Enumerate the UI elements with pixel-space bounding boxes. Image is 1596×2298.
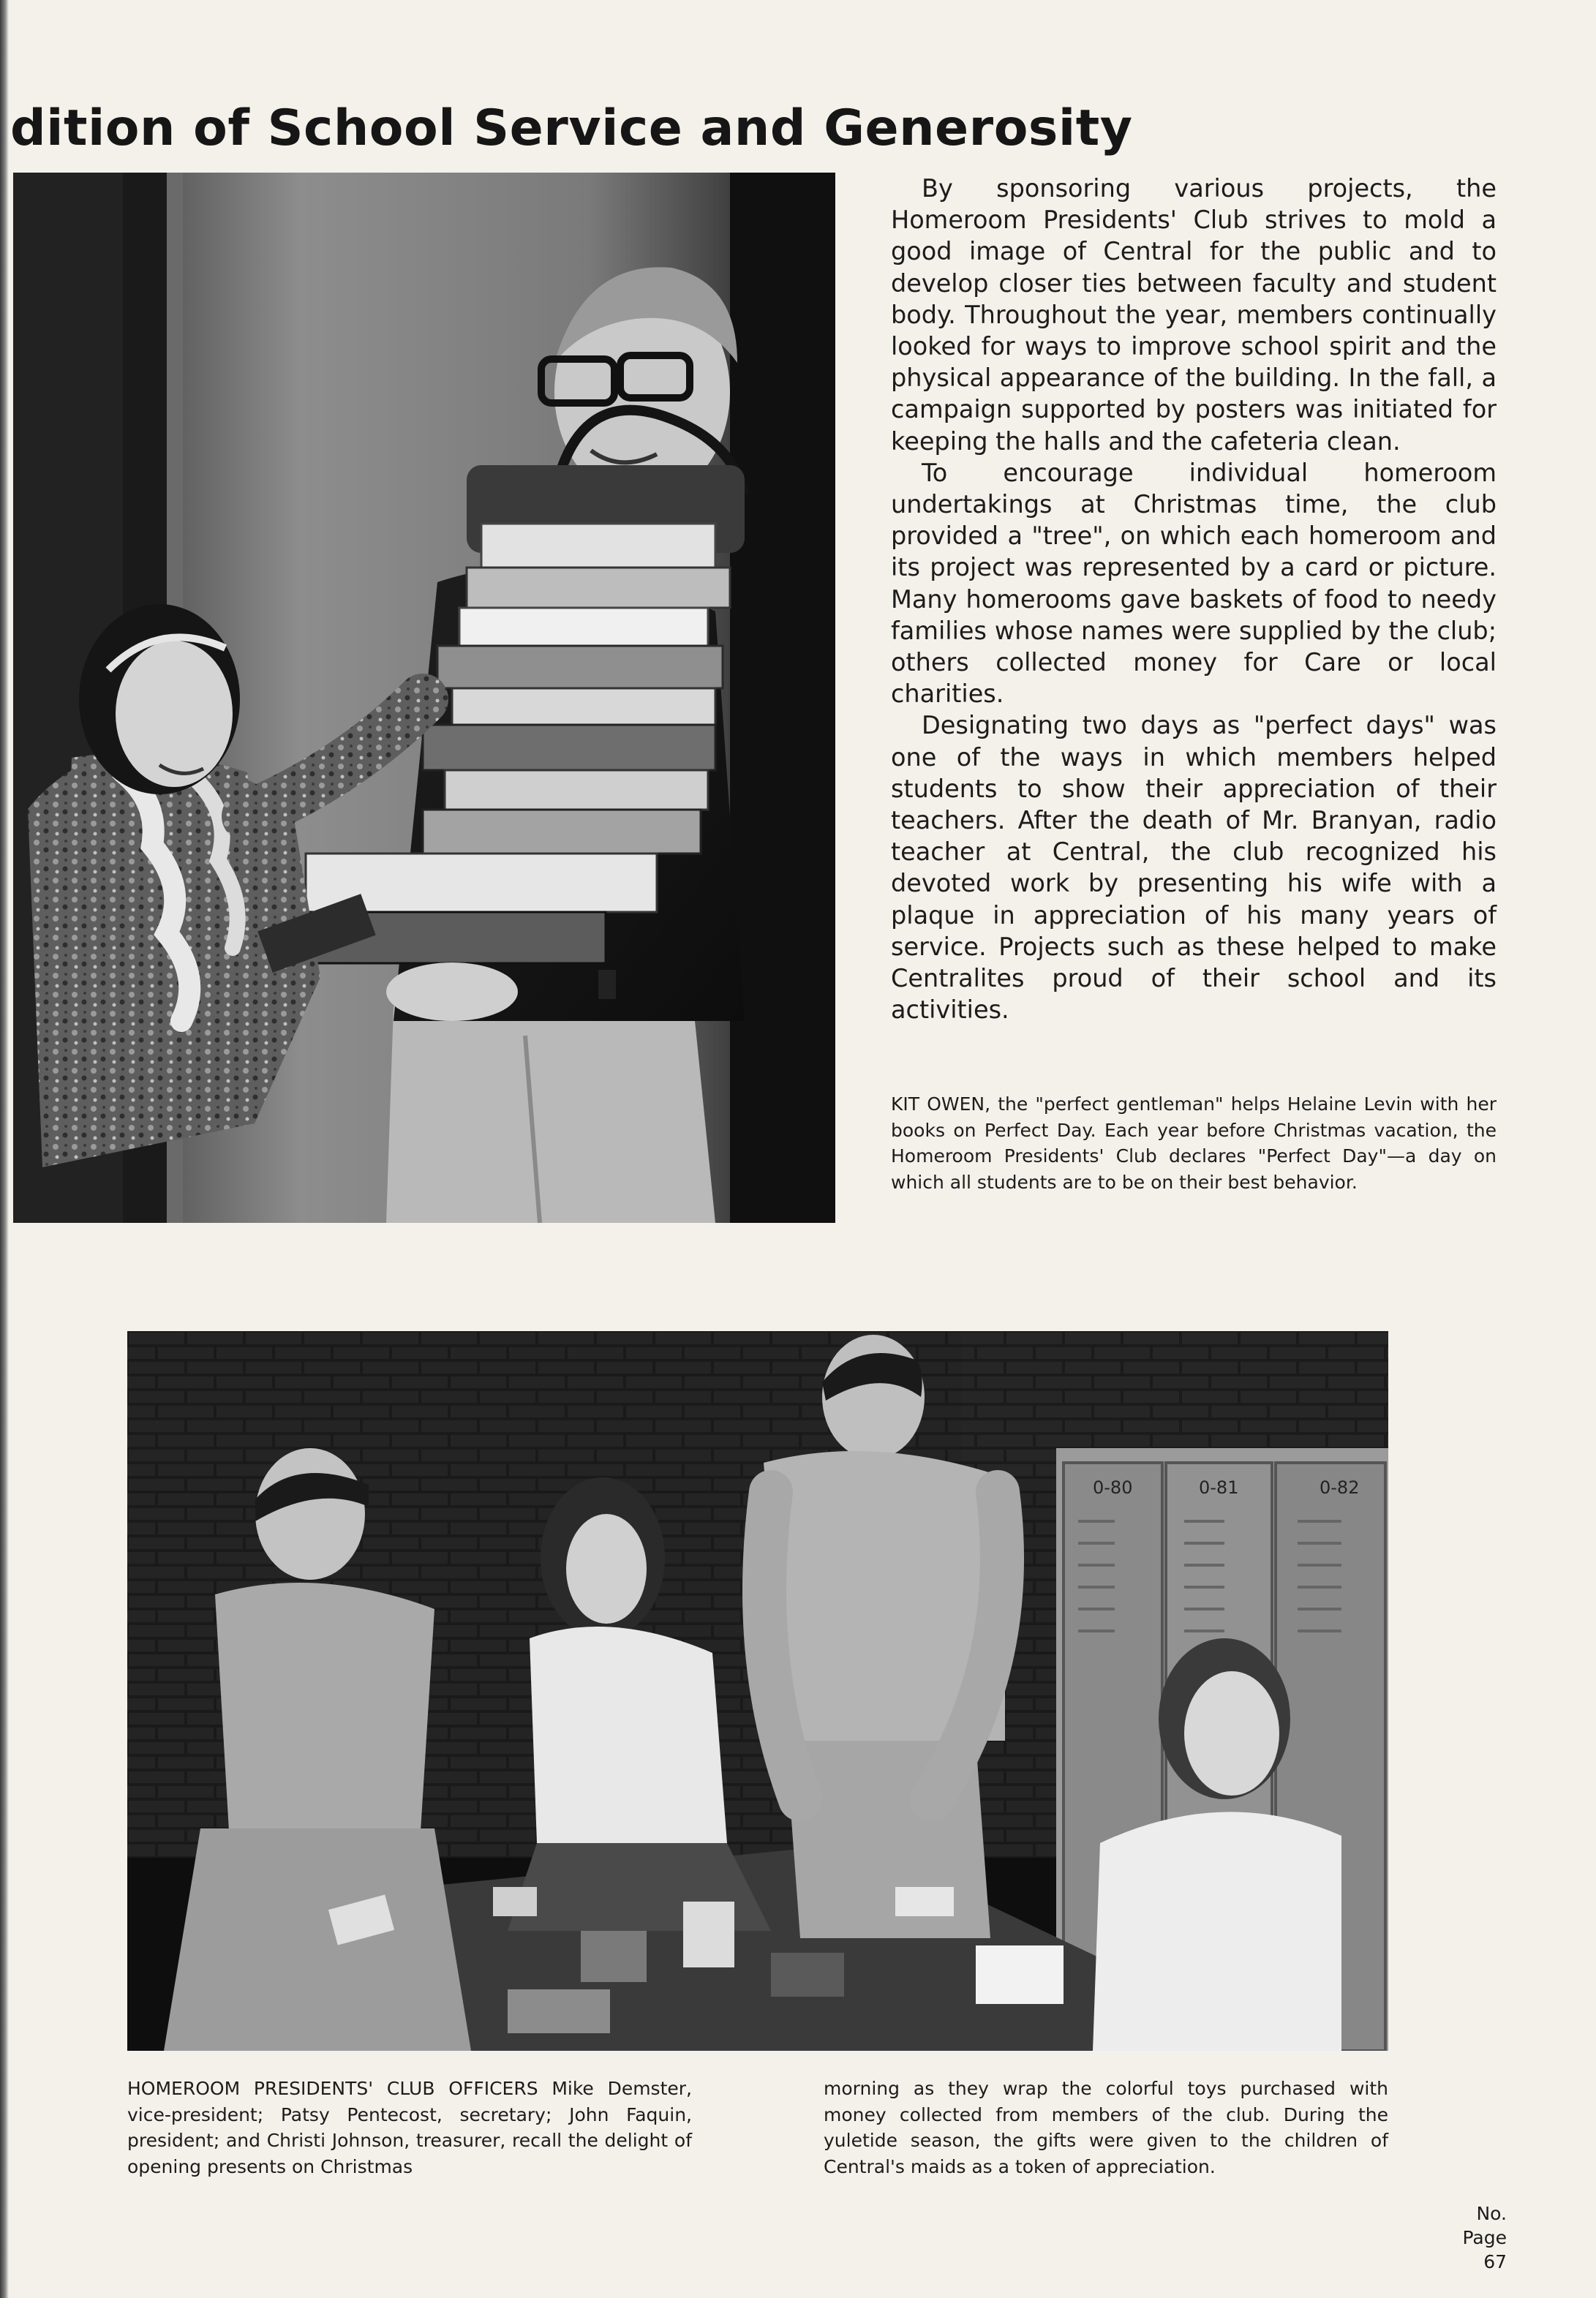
article-paragraph: To encourage individual homeroom undertakings at Christmas time, the club provided a "tree", on which each homeroom and its project was represented by a card or picture. Many homerooms gave baskets of food to needy families whose names were supplied by the club; others collected money for Care or local charities. xyxy=(891,458,1497,709)
locker-label: 0-82 xyxy=(1320,1477,1360,1498)
locker-label: 0-80 xyxy=(1093,1477,1133,1498)
locker-label: 0-81 xyxy=(1199,1477,1239,1498)
article-body xyxy=(891,173,1497,1025)
photo-perfect-day xyxy=(13,173,835,1223)
photo-club-officers-image xyxy=(127,1331,1388,2051)
article-paragraph: Designating two days as "perfect days" was one of the ways in which members helped students to show their appreciation of their teachers. After the death of Mr. Branyan, radio teacher at Central, the club recognized his devoted work by presenting his wife with a plaque in appreciation of his many years of service. Projects such as these helped to make Centralites proud of their school and its activities. xyxy=(891,711,1497,1025)
caption-officers-part-2: morning as they wrap the colorful toys purchased with money collected from members of the club. During the yuletide season, the gifts were given to the children of Central's maids as a token of appreciation. xyxy=(824,2078,1388,2177)
footer-page-label: Page xyxy=(1462,2227,1507,2248)
photo-club-officers xyxy=(127,1331,1388,2051)
binding-edge xyxy=(0,0,9,2298)
caption-perfect-day: KIT OWEN, the "perfect gentleman" helps Helaine Levin with her books on Perfect Day. Each year before Christmas vacation, the Homeroom Presidents' Club declares "Perfect Day"—a day on which all students are to be on their best behavior. xyxy=(891,1093,1497,1193)
page-footer xyxy=(1448,2201,1507,2274)
photo-perfect-day-image xyxy=(13,173,835,1223)
page-headline: dition of School Service and Generosity xyxy=(10,99,1133,157)
caption-officers-part-1: HOMEROOM PRESIDENTS' CLUB OFFICERS Mike Demster, vice-president; Patsy Pentecost, secretary; John Faquin, president; and Christi Johnson, treasurer, recall the delight of opening presents on Christmas xyxy=(127,2078,692,2177)
footer-no-label: No. xyxy=(1476,2203,1507,2224)
page-number: 67 xyxy=(1483,2251,1507,2272)
article-paragraph: By sponsoring various projects, the Homeroom Presidents' Club strives to mold a good image of Central for the public and to develop closer ties between faculty and student body. Throughout the year, members continually looked for ways to improve school spirit and the physical appearance of the building. In the fall, a campaign supported by posters was initiated for keeping the halls and the cafeteria clean. xyxy=(891,174,1497,456)
